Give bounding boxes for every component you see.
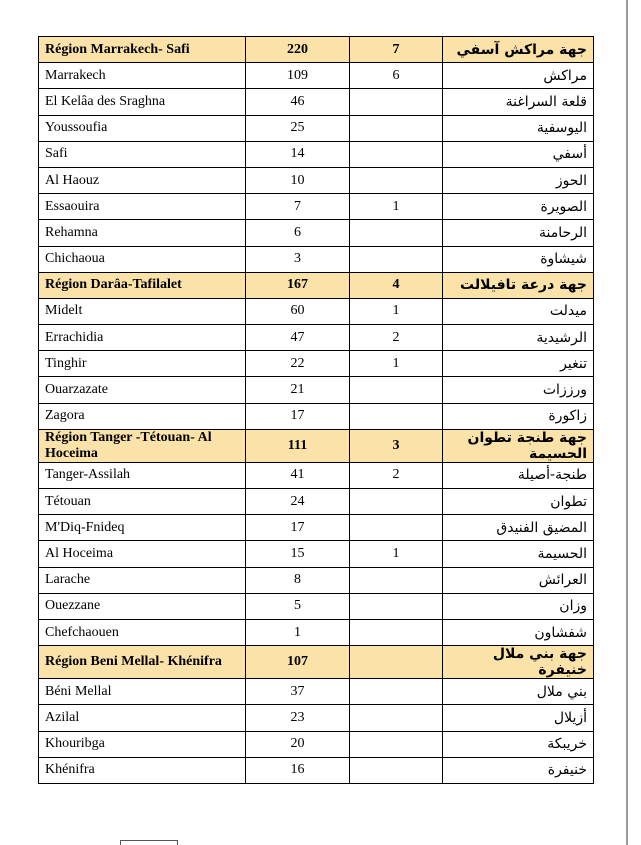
province-row	[39, 515, 594, 541]
province-name-fr: Al Hoceima	[39, 541, 246, 567]
province-row	[39, 731, 594, 757]
province-name-ar: ميدلت	[443, 298, 594, 324]
province-row	[39, 115, 594, 141]
province-name-fr: Béni Mellal	[39, 679, 246, 705]
province-name-ar: أسفي	[443, 141, 594, 167]
province-cases: 21	[246, 377, 350, 403]
province-name-fr: Midelt	[39, 298, 246, 324]
province-name-ar: زاكورة	[443, 403, 594, 429]
province-name-fr: El Kelâa des Sraghna	[39, 89, 246, 115]
province-row	[39, 141, 594, 167]
province-cases: 25	[246, 115, 350, 141]
province-cases: 41	[246, 462, 350, 488]
province-cases: 7	[246, 194, 350, 220]
region-name-fr: Région Darâa-Tafilalet	[39, 272, 246, 298]
province-row	[39, 619, 594, 645]
province-deaths: 1	[350, 351, 443, 377]
province-deaths: 1	[350, 541, 443, 567]
province-name-ar: شيشاوة	[443, 246, 594, 272]
province-cases: 1	[246, 619, 350, 645]
province-name-fr: Zagora	[39, 403, 246, 429]
province-row	[39, 462, 594, 488]
province-deaths	[350, 515, 443, 541]
region-deaths: 4	[350, 272, 443, 298]
province-name-fr: Rehamna	[39, 220, 246, 246]
province-row	[39, 220, 594, 246]
province-name-ar: الحسيمة	[443, 541, 594, 567]
province-name-fr: Al Haouz	[39, 167, 246, 193]
province-name-fr: Youssoufia	[39, 115, 246, 141]
region-deaths: 3	[350, 429, 443, 462]
region-name-fr: Région Tanger -Tétouan- Al Hoceima	[39, 429, 246, 462]
region-total-cases: 220	[246, 37, 350, 63]
province-row	[39, 325, 594, 351]
province-name-fr: Essaouira	[39, 194, 246, 220]
province-deaths	[350, 220, 443, 246]
province-cases: 15	[246, 541, 350, 567]
province-name-ar: قلعة السراغنة	[443, 89, 594, 115]
region-deaths: 7	[350, 37, 443, 63]
province-deaths	[350, 377, 443, 403]
province-cases: 24	[246, 489, 350, 515]
province-name-fr: Khouribga	[39, 731, 246, 757]
region-total-cases: 107	[246, 646, 350, 679]
province-name-ar: مراكش	[443, 63, 594, 89]
province-name-ar: الحوز	[443, 167, 594, 193]
province-name-ar: ورززات	[443, 377, 594, 403]
province-name-fr: Larache	[39, 567, 246, 593]
province-name-fr: M'Diq-Fnideq	[39, 515, 246, 541]
province-row	[39, 167, 594, 193]
province-name-ar: تنغير	[443, 351, 594, 377]
province-deaths	[350, 731, 443, 757]
region-row	[39, 272, 594, 298]
province-deaths: 1	[350, 298, 443, 324]
province-row	[39, 705, 594, 731]
province-name-fr: Ouezzane	[39, 593, 246, 619]
province-row	[39, 757, 594, 783]
province-cases: 10	[246, 167, 350, 193]
province-name-fr: Chichaoua	[39, 246, 246, 272]
region-name-ar: جهة بني ملال خنيفرة	[443, 646, 594, 679]
province-deaths	[350, 679, 443, 705]
province-row	[39, 89, 594, 115]
province-name-fr: Tinghir	[39, 351, 246, 377]
province-cases: 60	[246, 298, 350, 324]
province-deaths: 2	[350, 462, 443, 488]
province-row	[39, 377, 594, 403]
province-name-fr: Tétouan	[39, 489, 246, 515]
province-name-ar: تطوان	[443, 489, 594, 515]
province-name-ar: الرشيدية	[443, 325, 594, 351]
province-row	[39, 489, 594, 515]
province-cases: 8	[246, 567, 350, 593]
province-name-fr: Chefchaouen	[39, 619, 246, 645]
province-cases: 3	[246, 246, 350, 272]
province-cases: 14	[246, 141, 350, 167]
province-name-fr: Safi	[39, 141, 246, 167]
region-name-fr: Région Marrakech- Safi	[39, 37, 246, 63]
province-name-ar: خريبكة	[443, 731, 594, 757]
province-name-ar: بني ملال	[443, 679, 594, 705]
region-name-fr: Région Beni Mellal- Khénifra	[39, 646, 246, 679]
province-row	[39, 541, 594, 567]
province-row	[39, 567, 594, 593]
province-cases: 47	[246, 325, 350, 351]
province-deaths	[350, 757, 443, 783]
province-cases: 16	[246, 757, 350, 783]
region-row	[39, 646, 594, 679]
province-name-ar: خنيفرة	[443, 757, 594, 783]
province-cases: 37	[246, 679, 350, 705]
province-row	[39, 351, 594, 377]
region-name-ar: جهة مراكش آسفي	[443, 37, 594, 63]
province-name-ar: وزان	[443, 593, 594, 619]
province-name-ar: شفشاون	[443, 619, 594, 645]
province-row	[39, 679, 594, 705]
province-deaths	[350, 619, 443, 645]
province-row	[39, 63, 594, 89]
province-deaths	[350, 141, 443, 167]
province-name-fr: Ouarzazate	[39, 377, 246, 403]
province-name-fr: Khénifra	[39, 757, 246, 783]
province-name-fr: Tanger-Assilah	[39, 462, 246, 488]
province-cases: 17	[246, 515, 350, 541]
region-total-cases: 111	[246, 429, 350, 462]
province-deaths	[350, 489, 443, 515]
province-row	[39, 593, 594, 619]
province-deaths: 1	[350, 194, 443, 220]
province-name-ar: الصويرة	[443, 194, 594, 220]
province-cases: 20	[246, 731, 350, 757]
province-row	[39, 298, 594, 324]
province-deaths	[350, 115, 443, 141]
province-deaths: 2	[350, 325, 443, 351]
region-deaths	[350, 646, 443, 679]
province-name-ar: طنجة-أصيلة	[443, 462, 594, 488]
province-cases: 22	[246, 351, 350, 377]
province-name-ar: الرحامنة	[443, 220, 594, 246]
province-name-ar: المضيق الفنيدق	[443, 515, 594, 541]
province-deaths: 6	[350, 63, 443, 89]
province-name-ar: اليوسفية	[443, 115, 594, 141]
province-cases: 6	[246, 220, 350, 246]
province-deaths	[350, 246, 443, 272]
region-row	[39, 429, 594, 462]
province-deaths	[350, 167, 443, 193]
region-name-ar: جهة درعة تافيلالت	[443, 272, 594, 298]
province-deaths	[350, 403, 443, 429]
province-name-fr: Azilal	[39, 705, 246, 731]
region-row	[39, 37, 594, 63]
province-deaths	[350, 567, 443, 593]
province-deaths	[350, 593, 443, 619]
cases-table	[38, 36, 594, 784]
province-row	[39, 194, 594, 220]
province-name-fr: Marrakech	[39, 63, 246, 89]
province-cases: 23	[246, 705, 350, 731]
province-deaths	[350, 705, 443, 731]
province-cases: 5	[246, 593, 350, 619]
province-deaths	[350, 89, 443, 115]
bottom-tab	[120, 840, 178, 845]
province-cases: 17	[246, 403, 350, 429]
province-name-ar: العرائش	[443, 567, 594, 593]
region-name-ar: جهة طنجة تطوان الحسيمة	[443, 429, 594, 462]
table-body	[39, 37, 594, 784]
province-row	[39, 403, 594, 429]
province-row	[39, 246, 594, 272]
province-cases: 46	[246, 89, 350, 115]
region-total-cases: 167	[246, 272, 350, 298]
province-name-fr: Errachidia	[39, 325, 246, 351]
province-name-ar: أزيلال	[443, 705, 594, 731]
province-cases: 109	[246, 63, 350, 89]
